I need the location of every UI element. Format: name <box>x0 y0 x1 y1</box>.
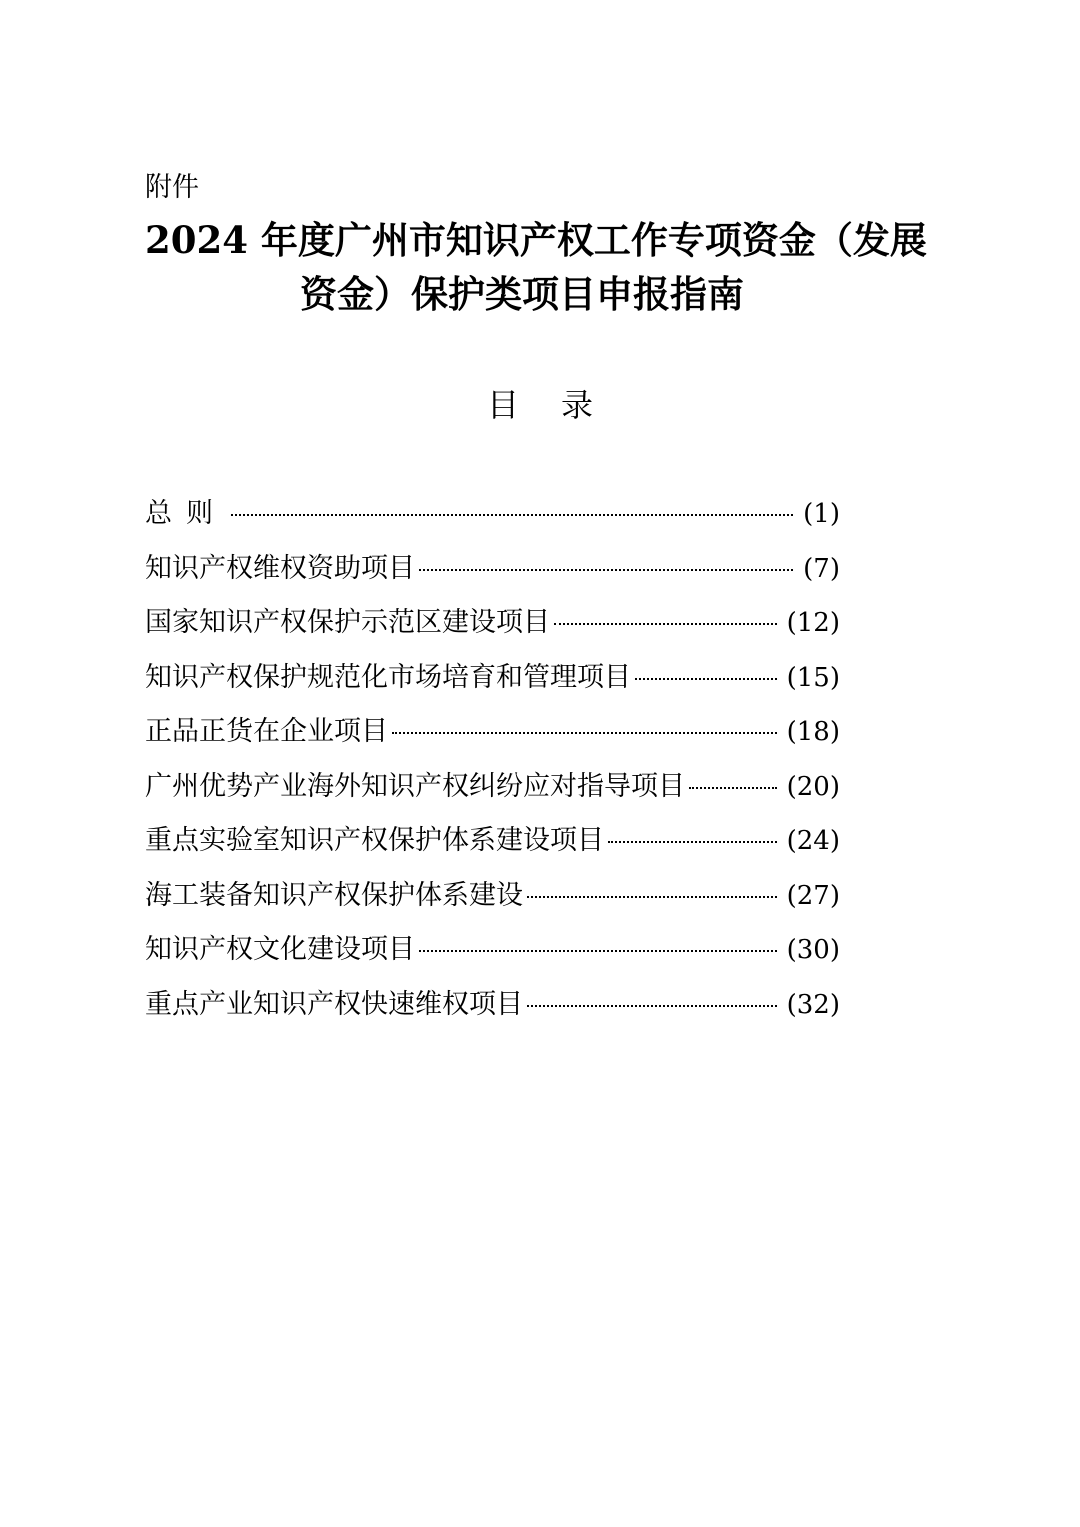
toc-item[interactable] <box>145 765 840 820</box>
toc-item-title: 知识产权维权资助项目 <box>145 552 415 584</box>
toc-item-title: 总则 <box>145 498 227 529</box>
toc-item[interactable] <box>145 547 840 602</box>
toc-item-page: (18) <box>786 717 840 747</box>
toc-leader-dots <box>231 514 793 516</box>
toc-leader-dots <box>635 678 777 680</box>
toc-item-page: (24) <box>786 826 840 856</box>
toc-leader-dots <box>392 732 777 734</box>
toc-item-page: (32) <box>786 989 840 1020</box>
toc-item-page: (27) <box>786 880 840 911</box>
toc-heading: 目录 <box>486 386 635 424</box>
toc-item-title: 海工装备知识产权保护体系建设 <box>145 879 523 911</box>
toc-item[interactable] <box>145 819 840 874</box>
toc-leader-dots <box>527 1005 777 1007</box>
toc-item[interactable] <box>145 874 840 929</box>
toc-item[interactable] <box>145 710 840 765</box>
toc-item-title: 知识产权保护规范化市场培育和管理项目 <box>145 661 631 693</box>
attachment-label: 附件 <box>145 172 199 203</box>
table-of-contents <box>145 492 840 1037</box>
toc-item-page: (15) <box>786 662 840 693</box>
toc-item-title: 国家知识产权保护示范区建设项目 <box>145 607 550 638</box>
toc-item[interactable] <box>145 492 840 547</box>
toc-item[interactable] <box>145 601 840 656</box>
toc-item-title: 广州优势产业海外知识产权纠纷应对指导项目 <box>145 770 685 802</box>
toc-item-page: (1) <box>803 499 840 529</box>
toc-item-page: (30) <box>786 935 840 965</box>
toc-leader-dots <box>554 623 777 625</box>
toc-item-title: 重点实验室知识产权保护体系建设项目 <box>145 825 604 856</box>
toc-item-page: (12) <box>786 608 840 638</box>
toc-leader-dots <box>419 950 777 952</box>
title-line-2: 资金）保护类项目申报指南 <box>300 272 744 316</box>
document-title <box>145 213 945 321</box>
toc-item-page: (7) <box>803 553 840 584</box>
toc-leader-dots <box>689 787 777 789</box>
toc-item-title: 正品正货在企业项目 <box>145 716 388 747</box>
toc-leader-dots <box>419 569 793 571</box>
toc-leader-dots <box>527 896 777 898</box>
toc-item-page: (20) <box>786 771 840 802</box>
toc-leader-dots <box>608 841 777 843</box>
toc-item-title: 知识产权文化建设项目 <box>145 934 415 965</box>
toc-item[interactable] <box>145 983 840 1038</box>
title-line-1: 2024 年度广州市知识产权工作专项资金（发展 <box>145 218 927 262</box>
toc-item[interactable] <box>145 928 840 983</box>
toc-item[interactable] <box>145 656 840 711</box>
toc-item-title: 重点产业知识产权快速维权项目 <box>145 988 523 1020</box>
